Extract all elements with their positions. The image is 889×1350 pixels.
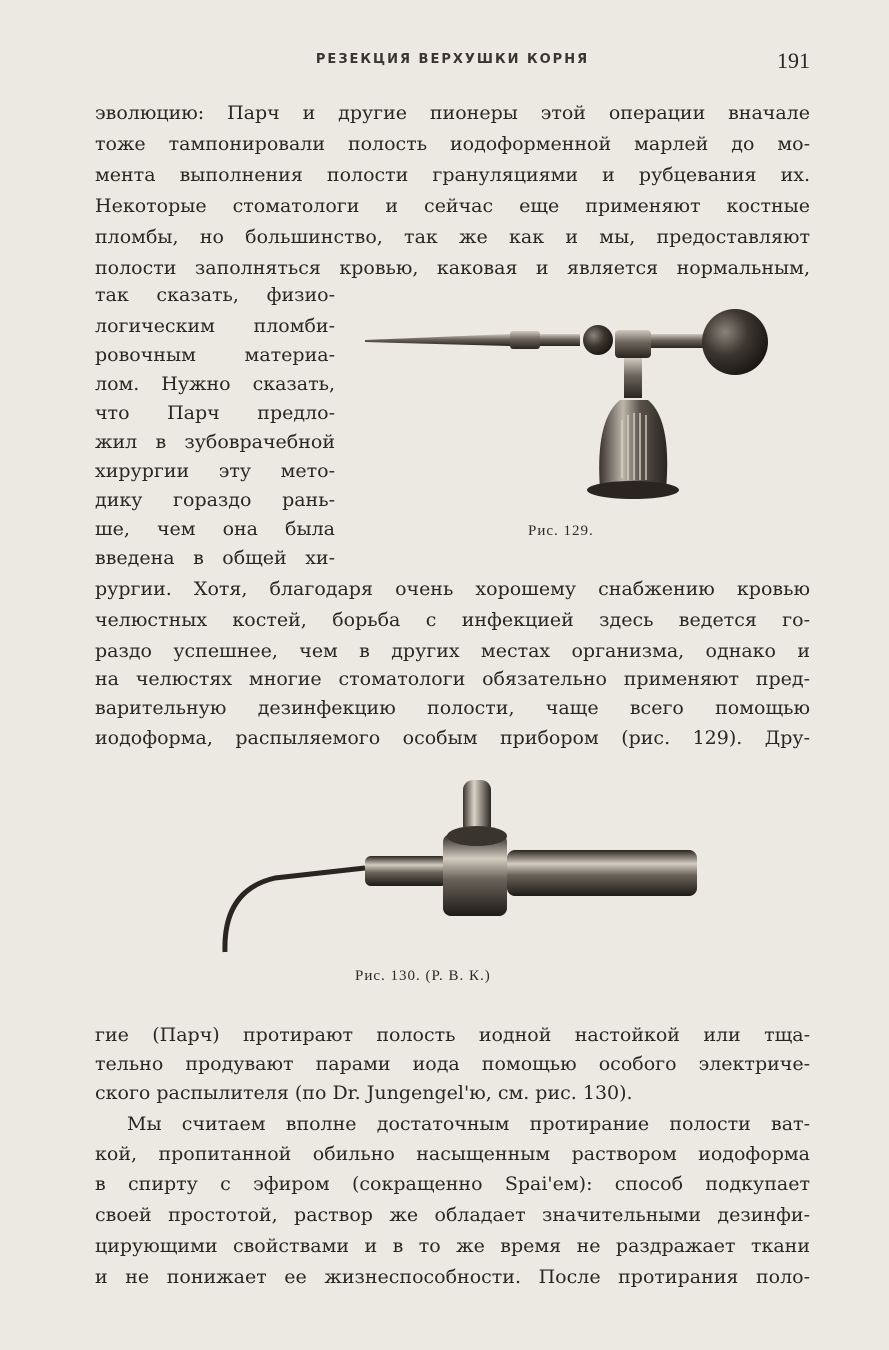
figure-130 [215, 770, 715, 960]
text-line: иодоформа, распыляемого особым прибором (рис. 129). Дру- [95, 727, 810, 749]
text-line: на челюстях многие стоматологи обязательно применяют пред- [95, 668, 810, 690]
text-line: Некоторые стоматологи и сейчас еще применяют костные [95, 195, 810, 217]
text-line: ского распылителя (по Dr. Jungengel'ю, см. рис. 130). [95, 1082, 633, 1104]
text-line: гие (Парч) протирают полость иодной настойкой или тща- [95, 1024, 810, 1046]
text-line: введена в общей хи- [95, 547, 335, 569]
text-line: так сказать, физио- [95, 284, 335, 306]
text-line: раздо успешнее, чем в других местах организма, однако и [95, 640, 810, 662]
text-line: что Парч предло- [95, 402, 335, 424]
text-line: эволюцию: Парч и другие пионеры этой операции вначале [95, 102, 810, 124]
text-line: лом. Нужно сказать, [95, 373, 335, 395]
text-line: тельно продувают парами иода помощью особого электриче- [95, 1053, 810, 1075]
text-line: ровочным материа- [95, 344, 335, 366]
text-line: тоже тампонировали полость иодоформенной марлей до мо- [95, 133, 810, 155]
text-line: дику гораздо рань- [95, 489, 335, 511]
text-line: ше, чем она была [95, 518, 335, 540]
text-line: логическим пломби- [95, 315, 335, 337]
text-line: цирующими свойствами и в то же время не раздражает ткани [95, 1235, 810, 1257]
text-line: и не понижает ее жизнеспособности. После протирания поло- [95, 1266, 810, 1288]
page-number: 191 [777, 48, 810, 73]
text-line: Мы считаем вполне достаточным протирание полости ват- [127, 1113, 810, 1135]
figure-caption: Рис. 129. [528, 523, 594, 539]
text-line: пломбы, но большинство, так же как и мы, предоставляют [95, 226, 810, 248]
figure-129 [360, 300, 810, 510]
iodoform-powder-blower-icon [360, 300, 810, 510]
electric-iodine-vaporizer-icon [215, 770, 715, 960]
text-line: жил в зубоврачебной [95, 431, 335, 453]
text-line: полости заполняться кровью, каковая и является нормальным, [95, 257, 810, 279]
text-line: челюстных костей, борьба с инфекцией здесь ведется го- [95, 609, 810, 631]
text-line: кой, пропитанной обильно насыщенным раствором иодоформа [95, 1143, 810, 1165]
text-line: варительную дезинфекцию полости, чаще всего помощью [95, 697, 810, 719]
text-line: мента выполнения полости грануляциями и рубцевания их. [95, 164, 810, 186]
text-line: хирургии эту мето- [95, 460, 335, 482]
page-header [95, 48, 810, 76]
text-line: рургии. Хотя, благодаря очень хорошему снабжению кровью [95, 578, 810, 600]
text-line: в спирту с эфиром (сокращенно Spai'ем): способ подкупает [95, 1173, 810, 1195]
figure-caption: Рис. 130. (Р. В. К.) [355, 968, 491, 984]
text-line: своей простотой, раствор же обладает значительными дезинфи- [95, 1204, 810, 1226]
running-head: РЕЗЕКЦИЯ ВЕРХУШКИ КОРНЯ [315, 52, 590, 67]
